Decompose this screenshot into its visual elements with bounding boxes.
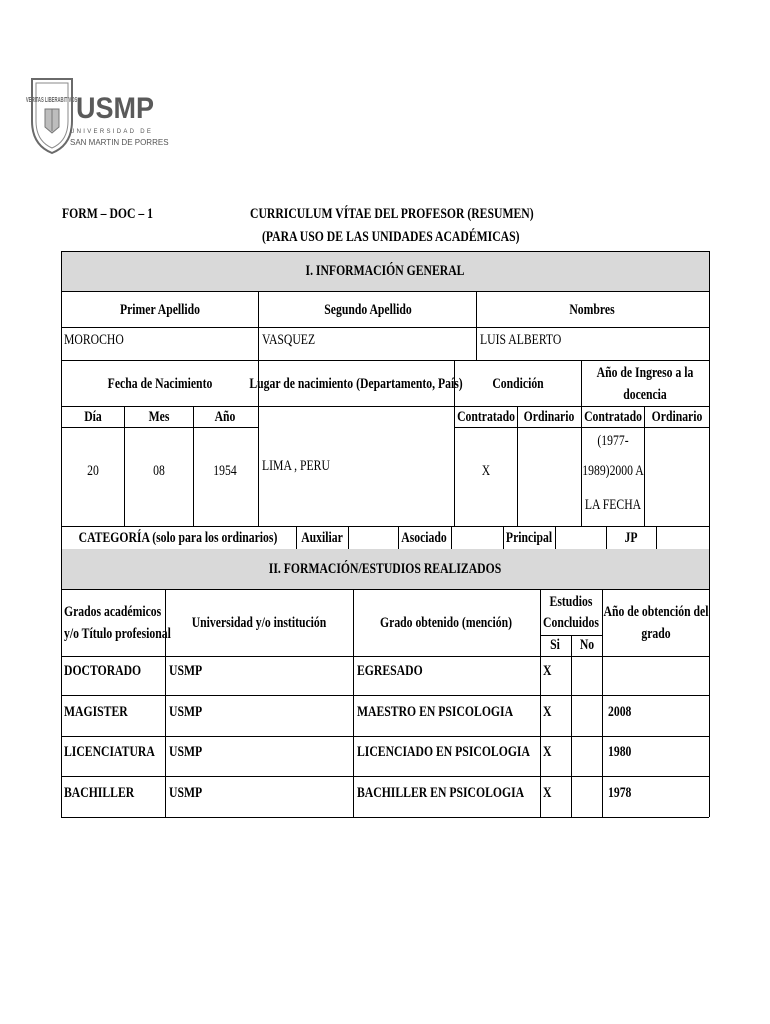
birth-place-header: Lugar de nacimiento (Departamento, País) [249,376,463,392]
university-header: Universidad y/o institución [191,615,327,631]
row-university: USMP [169,744,203,760]
day-header: Día [84,409,102,425]
row-year: 2008 [608,704,632,720]
entry-contratado-line2: 1989)2000 A [582,463,644,479]
row-grade: MAESTRO EN PSICOLOGIA [357,704,514,720]
seal-text: VERITAS LIBERABIT VOS [25,97,78,105]
section1-title: I. INFORMACIÓN GENERAL [305,263,465,279]
names-header: Nombres [569,302,615,318]
birth-month-value: 08 [153,463,165,479]
logo-subtitle-2: SAN MARTIN DE PORRES [70,138,169,147]
degree-header-line1: Grados académicos [64,604,162,620]
row-grade: BACHILLER EN PSICOLOGIA [357,785,525,801]
birth-date-header: Fecha de Nacimiento [107,376,213,392]
row-grade: LICENCIADO EN PSICOLOGIA [357,744,530,760]
first-surname-value: MOROCHO [64,332,124,348]
studies-si-header: Si [550,637,560,653]
row-university: USMP [169,704,203,720]
birth-day-value: 20 [87,463,99,479]
first-surname-header: Primer Apellido [119,302,201,318]
category-principal: Principal [505,530,553,546]
category-auxiliar: Auxiliar [301,530,343,546]
names-value: LUIS ALBERTO [480,332,562,348]
year-obtained-header-line2: grado [641,626,671,642]
condition-contratado-mark: X [481,463,491,479]
entry-contratado-line3: LA FECHA [584,497,642,513]
degree-header-line2: y/o Título profesional [64,626,171,642]
row-degree: MAGISTER [64,704,128,720]
row-year: 1980 [608,744,632,760]
condition-contratado-header: Contratado [457,409,515,425]
month-header: Mes [148,409,170,425]
row-degree: LICENCIATURA [64,744,155,760]
condition-ordinario-header: Ordinario [523,409,575,425]
row-grade: EGRESADO [357,663,423,679]
studies-header-line1: Estudios [549,594,593,610]
category-label: CATEGORÍA (solo para los ordinarios) [78,530,278,546]
studies-header-line2: Concluidos [543,615,599,631]
row-degree: DOCTORADO [64,663,142,679]
year-obtained-header-line1: Año de obtención del [603,604,709,620]
birth-place-value: LIMA , PERU [262,458,330,474]
form-title-line1: CURRICULUM VÍTAE DEL PROFESOR (RESUMEN) [250,206,534,222]
entry-year-header-line1: Año de Ingreso a la [596,365,694,381]
form-title-line2: (PARA USO DE LAS UNIDADES ACADÉMICAS) [262,229,520,245]
form-code: FORM – DOC – 1 [62,206,153,222]
logo-brand: USMP [76,92,155,125]
year-header: Año [214,409,236,425]
section2-title: II. FORMACIÓN/ESTUDIOS REALIZADOS [268,561,502,577]
entry-contratado-line1: (1977- [597,433,629,449]
entry-year-header-line2: docencia [623,387,667,403]
row-university: USMP [169,785,203,801]
row-si: X [543,785,552,801]
row-degree: BACHILLER [64,785,135,801]
studies-no-header: No [579,637,595,653]
grade-header: Grado obtenido (mención) [380,615,512,631]
row-si: X [543,744,552,760]
entry-contratado-header: Contratado [584,409,642,425]
second-surname-value: VASQUEZ [262,332,316,348]
row-si: X [543,704,552,720]
row-year: 1978 [608,785,632,801]
category-jp: JP [624,530,638,546]
second-surname-header: Segundo Apellido [324,302,412,318]
logo-subtitle-1: UNIVERSIDAD DE [70,129,154,135]
row-university: USMP [169,663,203,679]
entry-ordinario-header: Ordinario [651,409,703,425]
birth-year-value: 1954 [213,463,237,479]
row-si: X [543,663,552,679]
category-asociado: Asociado [401,530,447,546]
university-seal-icon [25,75,78,155]
condition-header: Condición [492,376,544,392]
